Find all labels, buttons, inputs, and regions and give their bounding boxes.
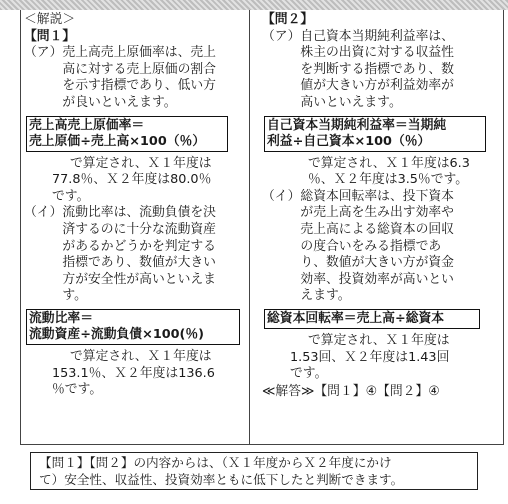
item-label-a: （ア） <box>262 28 301 44</box>
summary-line: て）安全性、収益性、投資効率ともに低下したと判断できます。 <box>39 472 404 487</box>
formula-box-current-ratio <box>26 309 240 345</box>
right-column <box>262 12 498 400</box>
text-line: ％です。 <box>52 382 103 398</box>
result-current-ratio <box>24 349 246 399</box>
formula-line: 流動比率＝ <box>29 310 93 326</box>
text-line: で算定され、Ｘ１年度は <box>70 155 212 171</box>
text-line: を示す指標であり、低い方 <box>62 78 216 94</box>
text-line: 流動比率は、流動負債を決 <box>62 205 216 221</box>
text-line: で算定され、Ｘ１年度は <box>70 348 212 364</box>
item-a-text <box>300 29 498 112</box>
text-line: り、数値が大きい方が資金 <box>300 255 454 271</box>
text-line: が良いといえます。 <box>62 94 177 110</box>
formula-line: 総資本回転率＝売上高÷総資本 <box>267 310 445 326</box>
formula-line: 売上原価÷売上高×100（％） <box>29 133 206 149</box>
text-line: 済するのに十分な流動資産 <box>62 221 216 237</box>
result-asset-turnover <box>262 333 498 383</box>
text-line: 高いといえます。 <box>300 94 402 110</box>
q1-item-a <box>24 45 246 111</box>
formula-box-cost-ratio <box>26 116 228 152</box>
q2-item-i <box>262 189 498 305</box>
summary-line: 【問１】【問２】の内容からは、（Ｘ１年度からＸ２年度にかけ <box>39 455 392 470</box>
text-line: 効率、投資効率が高いとい <box>300 271 454 287</box>
text-line: です。 <box>290 366 328 382</box>
item-label-i: （イ） <box>24 205 63 221</box>
q2-label: 【問２】 <box>262 12 314 27</box>
text-line: えます。 <box>300 288 351 304</box>
answer-line: ≪解答≫【問１】④【問２】④ <box>262 383 440 399</box>
result-roe <box>262 156 498 189</box>
text-line: です。 <box>52 188 90 204</box>
item-label-a: （ア） <box>24 45 63 61</box>
text-line: があるかどうかを判定する <box>62 238 216 254</box>
item-i-text <box>300 189 498 305</box>
text-line: す。 <box>62 288 87 304</box>
text-line: ％、Ｘ２年度は3.5％です。 <box>308 172 469 188</box>
text-line: 自己資本当期純利益率は、 <box>300 28 454 44</box>
text-line: 値が大きい方が利益効率が <box>300 78 454 94</box>
text-line: 1.53回、Ｘ２年度は1.43回 <box>290 349 450 365</box>
text-line: の度合いをみる指標であ <box>300 238 442 254</box>
left-column <box>24 12 246 399</box>
q2-item-a <box>262 29 498 112</box>
summary-box <box>30 452 478 490</box>
text-line: 総資本回転率は、投下資本 <box>300 188 454 204</box>
text-line: 高に対する売上原価の割合 <box>62 61 216 77</box>
header-hatch-band <box>0 0 508 10</box>
text-line: 株主の出資に対する収益性 <box>300 45 454 61</box>
result-cost-ratio <box>24 156 246 206</box>
text-line: 77.8％、Ｘ２年度は80.0％ <box>52 172 212 188</box>
formula-line: 流動資産÷流動負債×100(％) <box>29 326 205 342</box>
column-divider <box>249 10 250 444</box>
text-line: 売上高売上原価率は、売上 <box>62 45 216 61</box>
item-i-text <box>62 205 246 305</box>
formula-box-roe <box>264 116 486 152</box>
formula-line: 利益÷自己資本×100（％） <box>267 133 431 149</box>
text-line: で算定され、Ｘ１年度は <box>308 332 450 348</box>
item-label-i: （イ） <box>262 188 301 204</box>
text-line: 方が安全性が高いといえま <box>62 271 216 287</box>
formula-box-asset-turnover <box>264 309 480 329</box>
formula-line: 自己資本当期純利益率＝当期純 <box>267 117 447 133</box>
text-line: 指標であり、数値が大きい <box>62 255 216 271</box>
explanation-heading: ＜解説＞ <box>24 12 76 27</box>
item-a-text <box>62 45 246 111</box>
q1-label: 【問１】 <box>24 28 76 44</box>
text-line: で算定され、Ｘ１年度は6.3 <box>308 155 470 171</box>
text-line: 153.1％、Ｘ２年度は136.6 <box>52 365 215 381</box>
text-line: 売上高による総資本の回収 <box>300 221 454 237</box>
formula-line: 売上高売上原価率＝ <box>29 117 145 133</box>
text-line: が売上高を生み出す効率や <box>300 205 454 221</box>
q1-item-i <box>24 205 246 305</box>
text-line: を判断する指標であり、数 <box>300 61 454 77</box>
